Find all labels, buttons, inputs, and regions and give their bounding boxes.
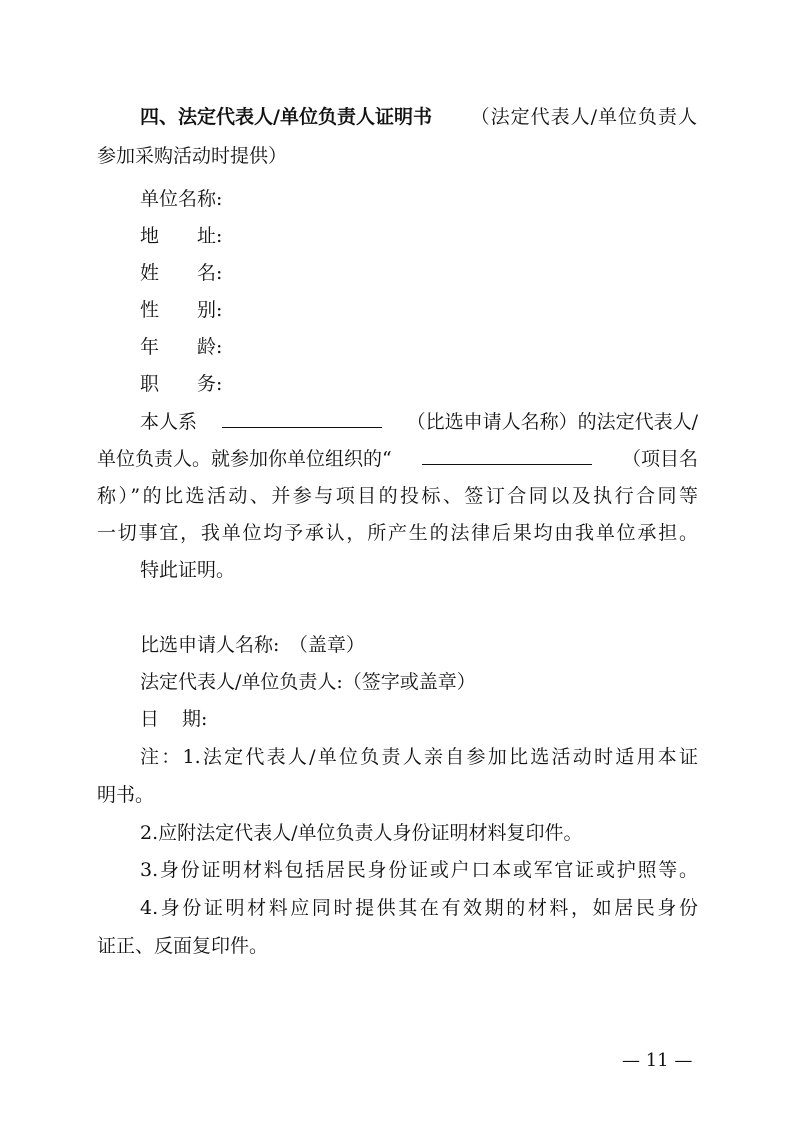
representative-sign-line: 法定代表人/单位负责人:（签字或盖章） bbox=[140, 671, 476, 693]
project-name-blank bbox=[422, 446, 592, 465]
section-heading bbox=[140, 104, 698, 130]
field-position: 职 务: bbox=[140, 373, 223, 395]
body-line-1: 本人系 （比选申请人名称）的法定代表人/ bbox=[140, 411, 698, 433]
field-gender: 性 别: bbox=[140, 299, 223, 321]
page-number: — 11 — bbox=[622, 1050, 693, 1071]
heading-note-line2: 参加采购活动时提供） bbox=[97, 145, 288, 167]
date-line: 日 期: bbox=[140, 708, 208, 730]
field-name: 姓 名: bbox=[140, 262, 223, 284]
field-unit-name: 单位名称: bbox=[140, 188, 223, 210]
note-1-line-1: 注：1.法定代表人/单位负责人亲自参加比选活动时适用本证 bbox=[140, 746, 698, 768]
note-4-line-1: 4.身份证明材料应同时提供其在有效期的材料，如居民身份 bbox=[140, 897, 698, 919]
certification-statement: 特此证明。 bbox=[140, 559, 236, 581]
applicant-name-blank bbox=[222, 409, 382, 428]
note-2: 2.应附法定代表人/单位负责人身份证明材料复印件。 bbox=[140, 822, 583, 844]
field-address: 地 址: bbox=[140, 225, 223, 247]
heading-note-line1: （法定代表人/单位负责人 bbox=[470, 106, 698, 128]
applicant-seal-line: 比选申请人名称: （盖章） bbox=[140, 634, 365, 656]
body-line-4: 一切事宜，我单位均予承认，所产生的法律后果均由我单位承担。 bbox=[97, 522, 698, 544]
body-line-2: 单位负责人。就参加你单位组织的“ （项目名 bbox=[97, 448, 698, 470]
note-1-line-2: 明书。 bbox=[97, 784, 155, 806]
note-4-line-2: 证正、反面复印件。 bbox=[97, 935, 269, 957]
body-line-3: 称）”的比选活动、并参与项目的投标、签订合同以及执行合同等 bbox=[97, 485, 698, 507]
heading-title: 四、法定代表人/单位负责人证明书 bbox=[140, 106, 432, 128]
field-age: 年 龄: bbox=[140, 336, 223, 358]
note-3: 3.身份证明材料包括居民身份证或户口本或军官证或护照等。 bbox=[140, 859, 698, 881]
